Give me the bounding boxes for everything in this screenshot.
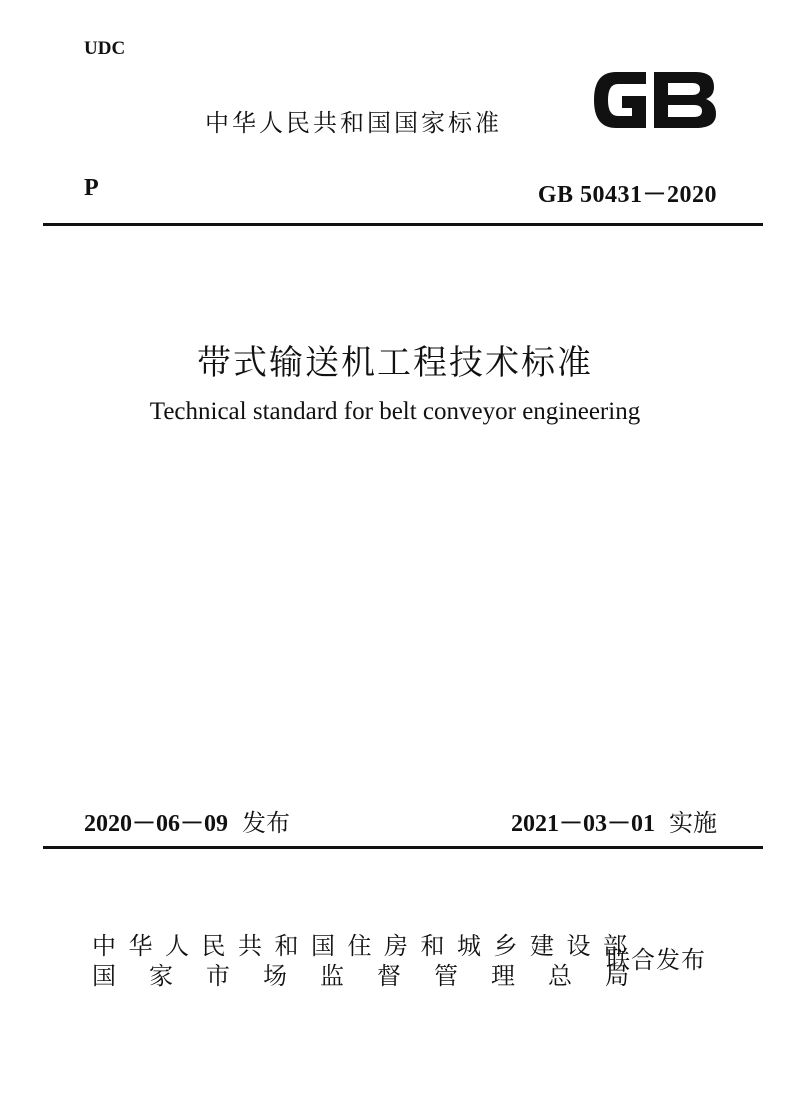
issue-date: 2020－06－09 (84, 811, 228, 837)
implement-date-block (511, 803, 717, 838)
national-standard-heading: 中华人民共和国国家标准 (205, 109, 502, 137)
implement-date: 2021－03－01 (511, 811, 655, 837)
document-title-chinese: 带式输送机工程技术标准 (197, 343, 593, 383)
publisher-line-1: 中华人民共和国住房和城乡建设部 (92, 932, 640, 960)
document-title-english: Technical standard for belt conveyor engineering (149, 398, 641, 425)
classification-code: P (84, 175, 99, 201)
issue-date-block (84, 803, 290, 838)
top-divider (43, 223, 763, 226)
joint-publication-label: 联合发布 (606, 946, 706, 974)
gb-logo (588, 62, 720, 138)
bottom-divider (43, 846, 763, 849)
implement-label: 实施 (669, 809, 717, 837)
issue-label: 发布 (242, 809, 290, 837)
standard-number: GB 50431－2020 (537, 182, 717, 208)
publisher-line-2: 国家市场监督管理总局 (92, 962, 662, 990)
udc-label: UDC (84, 38, 126, 59)
